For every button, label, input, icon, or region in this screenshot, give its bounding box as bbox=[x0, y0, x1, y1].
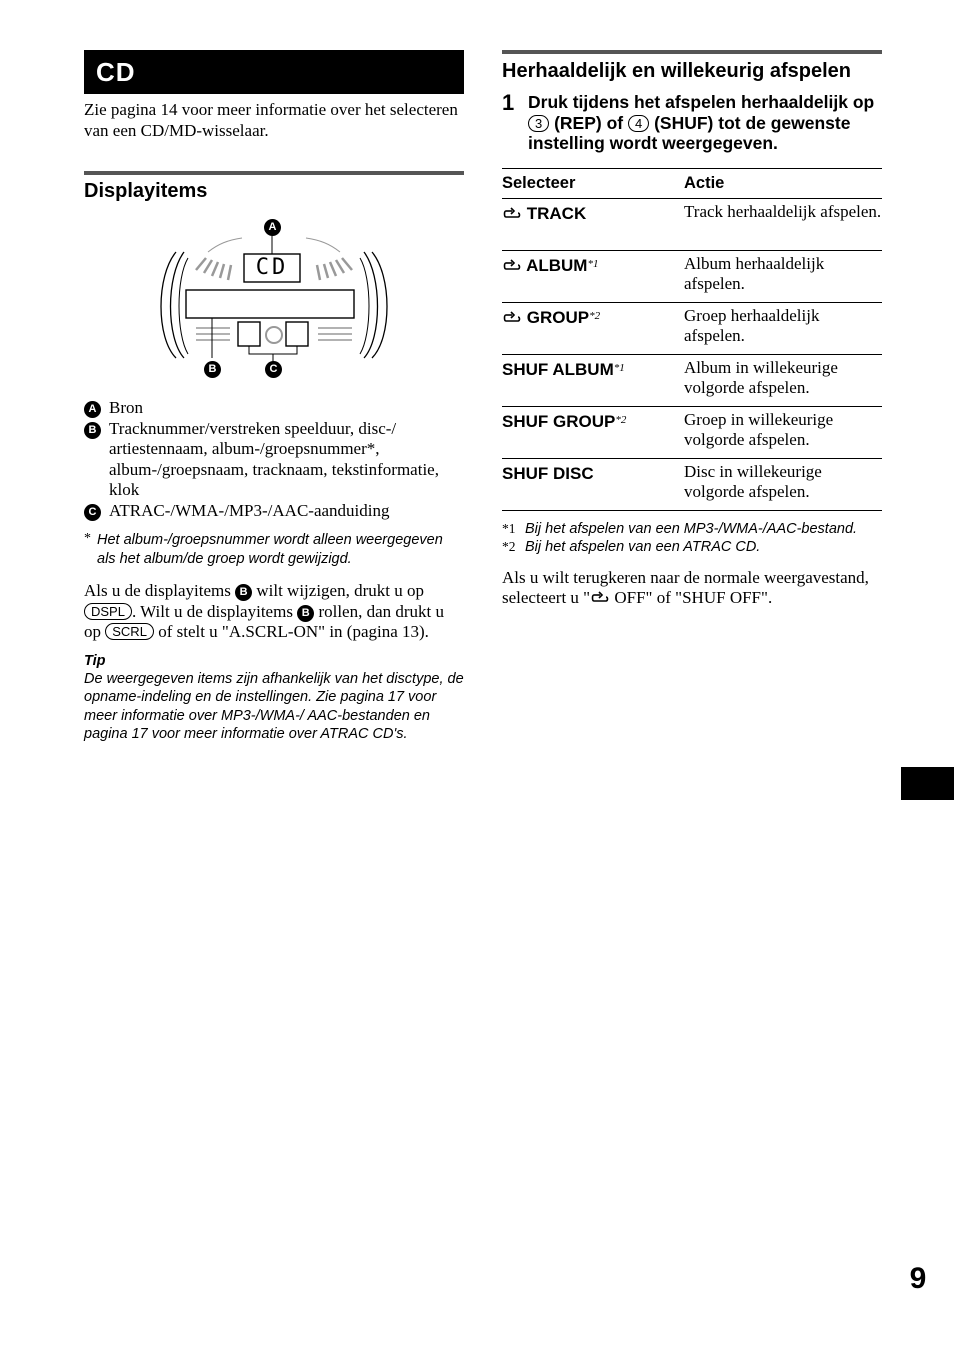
badge-a: A bbox=[84, 401, 101, 418]
legend-text: Bron bbox=[109, 398, 143, 417]
footnote-marker: *2 bbox=[502, 539, 516, 554]
options-table bbox=[502, 168, 882, 511]
select-cell bbox=[502, 250, 684, 302]
intro-text: Zie pagina 14 voor meer informatie over het selecteren van een CD/MD-wisselaar. bbox=[84, 100, 458, 140]
select-label: SHUF DISC bbox=[502, 463, 594, 483]
badge-b: B bbox=[297, 605, 314, 622]
table-footnote bbox=[502, 520, 882, 539]
legend-text: ATRAC-/WMA-/MP3-/AAC-aanduiding bbox=[109, 500, 390, 520]
step-number: 1 bbox=[502, 90, 515, 115]
callout-a: A bbox=[264, 219, 281, 236]
callout-b: B bbox=[204, 361, 221, 378]
select-cell bbox=[502, 406, 684, 458]
legend-item bbox=[84, 419, 464, 501]
select-cell bbox=[502, 354, 684, 406]
badge-c: C bbox=[84, 504, 101, 521]
section-header-cd: CD bbox=[84, 50, 464, 94]
table-row bbox=[502, 354, 882, 406]
column-header-select: Selecteer bbox=[502, 168, 684, 198]
table-row bbox=[502, 458, 882, 510]
action-cell: Groep in willekeurige volgorde afspelen. bbox=[684, 406, 882, 458]
footnote-marker: *1 bbox=[502, 520, 516, 536]
para-text: Als u de displayitems bbox=[84, 581, 236, 600]
scrl-key: SCRL bbox=[105, 623, 154, 640]
footnote-text: Het album-/groepsnummer wordt alleen weergegeven als het album/de groep wordt gewijzigd. bbox=[97, 532, 443, 567]
display-figure bbox=[84, 218, 464, 390]
page-number: 9 bbox=[909, 1262, 927, 1295]
table-footnotes bbox=[502, 520, 882, 557]
section-rule bbox=[502, 50, 882, 54]
badge-b: B bbox=[235, 584, 252, 601]
select-label: SHUF GROUP bbox=[502, 411, 616, 431]
select-label: SHUF ALBUM bbox=[502, 359, 614, 379]
table-footnote bbox=[502, 538, 882, 557]
para-text: . Wilt u de displayitems bbox=[131, 601, 298, 621]
legend-text: Tracknummer/verstreken speelduur, disc-/ artiestennaam, album-/groepsnummer*, album-/groepsnaam, tracknaam, tekstinformatie, klok bbox=[109, 418, 439, 499]
display-source-text: CD bbox=[255, 255, 289, 280]
action-cell: Groep herhaaldelijk afspelen. bbox=[684, 302, 882, 354]
step-1 bbox=[502, 92, 882, 154]
closing-text: OFF" of "SHUF OFF". bbox=[610, 588, 773, 607]
select-label: ALBUM bbox=[526, 255, 588, 275]
para-text: rollen, dan drukt u op bbox=[84, 601, 445, 641]
table-row bbox=[502, 198, 882, 250]
action-cell: Disc in willekeurige volgorde afspelen. bbox=[684, 458, 882, 510]
repeat-icon bbox=[590, 590, 610, 604]
section-title-repeat-shuffle: Herhaaldelijk en willekeurig afspelen bbox=[502, 60, 852, 82]
footnote-ref: *2 bbox=[589, 309, 601, 322]
side-tab-marker bbox=[901, 767, 954, 800]
display-change-paragraph bbox=[84, 581, 464, 643]
footnote-marker: * bbox=[84, 531, 91, 546]
tip-text: De weergegeven items zijn afhankelijk van het disctype, de opname-indeling en de instellingen. Zie pagina 17 voor meer informatie over MP3-/WMA-/ AAC-bestanden en pagina 17 voor meer informatie over ATRAC CD's. bbox=[84, 670, 464, 742]
step-text bbox=[528, 92, 882, 154]
para-text: of stelt u "A.SCRL-ON" in (pagina 13). bbox=[153, 622, 429, 641]
step-text-part: (SHUF) tot de gewenste instelling wordt weergegeven. bbox=[528, 112, 851, 153]
select-cell bbox=[502, 302, 684, 354]
footnote-text: Bij het afspelen van een MP3-/WMA-/AAC-bestand. bbox=[525, 520, 858, 537]
badge-b: B bbox=[84, 422, 101, 439]
closing-text: Als u wilt terugkeren naar de normale weergavestand, selecteert u " bbox=[502, 567, 869, 607]
repeat-icon bbox=[502, 310, 522, 324]
footnote-ref: *1 bbox=[613, 361, 625, 374]
repeat-icon bbox=[502, 206, 522, 220]
section-title-displayitems: Displayitems bbox=[84, 180, 208, 202]
select-label: GROUP bbox=[526, 307, 590, 327]
legend-list bbox=[84, 398, 464, 521]
action-cell: Album herhaaldelijk afspelen. bbox=[684, 250, 882, 302]
legend-item bbox=[84, 398, 464, 419]
key-3: 3 bbox=[528, 115, 549, 132]
step-text-part: Druk tijdens het afspelen herhaaldelijk op bbox=[528, 92, 875, 112]
table-header-row bbox=[502, 168, 882, 198]
select-cell bbox=[502, 198, 684, 250]
action-cell: Track herhaaldelijk afspelen. bbox=[684, 198, 882, 250]
footnote-ref: *1 bbox=[587, 257, 599, 270]
table-row bbox=[502, 302, 882, 354]
right-column bbox=[502, 50, 882, 609]
para-text: wilt wijzigen, drukt u op bbox=[252, 581, 424, 600]
repeat-icon bbox=[502, 258, 522, 272]
footnote bbox=[84, 531, 464, 568]
column-header-action: Actie bbox=[684, 168, 882, 198]
callout-c: C bbox=[265, 361, 282, 378]
table-row bbox=[502, 406, 882, 458]
select-label: TRACK bbox=[526, 203, 587, 223]
tip-label: Tip bbox=[84, 652, 106, 669]
key-4: 4 bbox=[628, 115, 649, 132]
dspl-key: DSPL bbox=[84, 603, 132, 620]
table-row bbox=[502, 250, 882, 302]
left-column bbox=[84, 50, 464, 744]
step-text-part: (REP) of bbox=[549, 112, 628, 133]
footnote-text: Bij het afspelen van een ATRAC CD. bbox=[525, 539, 761, 555]
section-rule bbox=[84, 171, 464, 175]
select-cell bbox=[502, 458, 684, 510]
closing-paragraph bbox=[502, 568, 882, 609]
legend-item bbox=[84, 501, 464, 522]
action-cell: Album in willekeurige volgorde afspelen. bbox=[684, 354, 882, 406]
footnote-ref: *2 bbox=[615, 413, 627, 426]
